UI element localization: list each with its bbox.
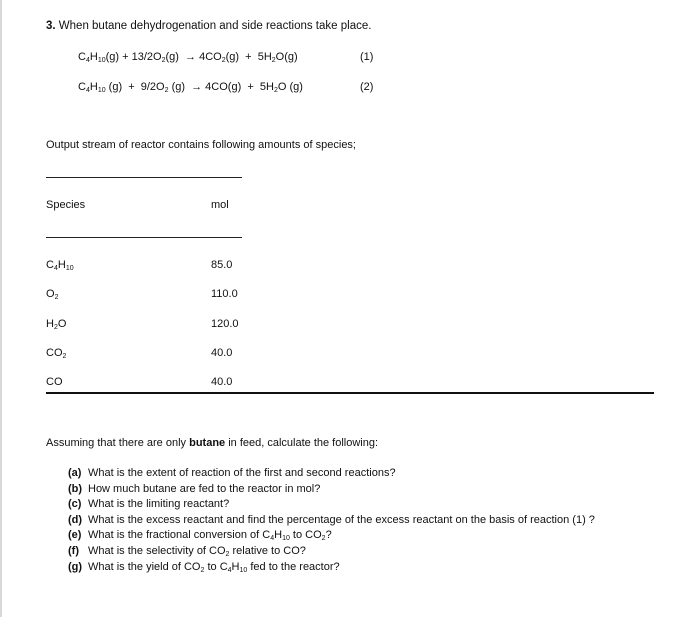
question-item: (b) How much butane are fed to the reactor in mol?	[68, 482, 321, 495]
reaction-1-equation: $C_4H_{10}(g) + 13/2O_2(g) \to 4CO_2(g) + 5H_2O(g)$	[78, 51, 298, 64]
header-mol: mol	[211, 199, 229, 211]
table-header-rule	[46, 237, 242, 238]
table-bottom-rule	[46, 392, 654, 394]
assumption-bold: butane	[189, 437, 226, 449]
question-item: (f) What is the selectivity of $CO_2$ relative to CO?	[68, 544, 306, 558]
table-row-mol: 85.0	[211, 259, 233, 271]
reaction-2-label: (2)	[360, 81, 374, 93]
assumption-sentence	[46, 437, 378, 449]
assumption-prefix: Assuming that there are only	[46, 437, 187, 449]
table-row-mol: 40.0	[211, 376, 233, 388]
table-row-species: $C_4H_{10}$	[46, 259, 74, 272]
question-list	[68, 466, 595, 575]
table-row-mol: 40.0	[211, 347, 233, 359]
problem-intro: When butane dehydrogenation and side reactions take place.	[58, 20, 372, 32]
table-row-species: $H_2O$	[46, 318, 67, 331]
table-row-mol: 120.0	[211, 318, 239, 330]
table-top-rule	[46, 177, 242, 178]
question-item: (d) What is the excess reactant and find the percentage of the excess reactant on the basis of reaction (1) ?	[68, 513, 595, 526]
question-item: (g) What is the yield of $CO_2$ to $C_4H_{10}$ fed to the reactor?	[68, 560, 340, 574]
table-row-species: $O_2$	[46, 288, 59, 301]
assumption-suffix: in feed, calculate the following:	[228, 437, 379, 449]
reaction-2-equation: $C_4H_{10}$ $(g) + 9/2O_2$ $(g) \to 4CO(g) + 5H_2O$ (g)	[78, 81, 303, 94]
table-row-species: $CO_2$	[46, 347, 67, 360]
problem-number: 3.	[46, 20, 56, 32]
question-item: (e) What is the fractional conversion of $C_4H_{10}$ to $CO_2$?	[68, 529, 332, 543]
table-row-species: CO	[46, 376, 63, 388]
problem-heading	[46, 20, 371, 32]
output-sentence: Output stream of reactor contains following amounts of species;	[46, 139, 356, 151]
header-species: Species	[46, 199, 86, 211]
reaction-1-label: (1)	[360, 51, 374, 63]
table-row-mol: 110.0	[211, 288, 238, 300]
question-item: (a) What is the extent of reaction of the first and second reactions?	[68, 467, 396, 479]
page-edge	[0, 0, 2, 617]
question-item: (c) What is the limiting reactant?	[68, 498, 230, 511]
